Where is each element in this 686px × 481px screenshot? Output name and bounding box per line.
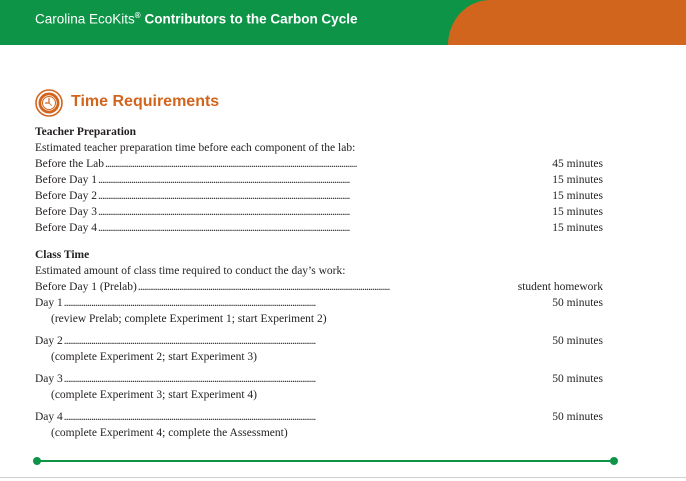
dot-leader xyxy=(64,333,551,349)
class-time-intro: Estimated amount of class time required to conduct the day’s work: xyxy=(35,265,346,277)
footer-rule-end-dot xyxy=(610,457,618,465)
dot-leader xyxy=(64,409,551,425)
header-main-title: Contributors to the Carbon Cycle xyxy=(140,11,358,27)
row-label: Before the Lab xyxy=(35,158,104,170)
section-title: Time Requirements xyxy=(71,93,220,110)
clock-icon xyxy=(35,89,63,117)
row-label: Day 1 xyxy=(35,297,63,309)
row-label: Day 2 xyxy=(35,335,63,347)
row-label: Before Day 1 xyxy=(35,174,97,186)
row-value: 15 minutes xyxy=(552,190,603,202)
day-note: (complete Experiment 3; start Experiment 4) xyxy=(51,389,257,401)
teacher-row xyxy=(35,220,603,236)
teacher-intro: Estimated teacher preparation time before each component of the lab: xyxy=(35,142,356,154)
row-label: Before Day 3 xyxy=(35,206,97,218)
footer-rule xyxy=(36,460,614,462)
row-label: Day 3 xyxy=(35,373,63,385)
row-value: 15 minutes xyxy=(552,206,603,218)
row-label: Before Day 1 (Prelab) xyxy=(35,281,137,293)
teacher-row xyxy=(35,204,603,220)
dot-leader xyxy=(64,295,551,311)
teacher-row xyxy=(35,156,603,172)
dot-leader xyxy=(138,279,517,295)
row-label: Day 4 xyxy=(35,411,63,423)
row-value: 45 minutes xyxy=(552,158,603,170)
teacher-row xyxy=(35,188,603,204)
prelab-row xyxy=(35,279,603,295)
day-note: (review Prelab; complete Experiment 1; start Experiment 2) xyxy=(51,313,327,325)
day-row xyxy=(35,371,603,387)
registered-mark: ® xyxy=(134,11,141,20)
teacher-preparation-block xyxy=(35,124,603,236)
header-brand: Carolina EcoKits xyxy=(35,11,135,27)
row-value: 50 minutes xyxy=(552,297,603,309)
page-bottom-edge xyxy=(0,477,686,478)
row-value: student homework xyxy=(517,281,603,293)
row-value: 15 minutes xyxy=(552,174,603,186)
row-value: 50 minutes xyxy=(552,373,603,385)
row-value: 15 minutes xyxy=(552,222,603,234)
day-note: (complete Experiment 2; start Experiment 3) xyxy=(51,351,257,363)
teacher-row xyxy=(35,172,603,188)
teacher-heading: Teacher Preparation xyxy=(35,126,137,138)
header-title xyxy=(35,11,357,27)
row-label: Before Day 2 xyxy=(35,190,97,202)
dot-leader xyxy=(64,371,551,387)
day-note: (complete Experiment 4; complete the Assessment) xyxy=(51,427,288,439)
day-row xyxy=(35,409,603,425)
dot-leader xyxy=(98,172,551,188)
day-row xyxy=(35,295,603,311)
class-time-heading: Class Time xyxy=(35,249,90,261)
row-value: 50 minutes xyxy=(552,411,603,423)
header-banner xyxy=(0,0,686,45)
row-label: Before Day 4 xyxy=(35,222,97,234)
row-value: 50 minutes xyxy=(552,335,603,347)
header-accent xyxy=(448,0,686,45)
dot-leader xyxy=(98,204,551,220)
dot-leader xyxy=(105,156,551,172)
day-row xyxy=(35,333,603,349)
class-time-block xyxy=(35,247,603,441)
dot-leader xyxy=(98,188,551,204)
dot-leader xyxy=(98,220,551,236)
footer-rule-start-dot xyxy=(33,457,41,465)
